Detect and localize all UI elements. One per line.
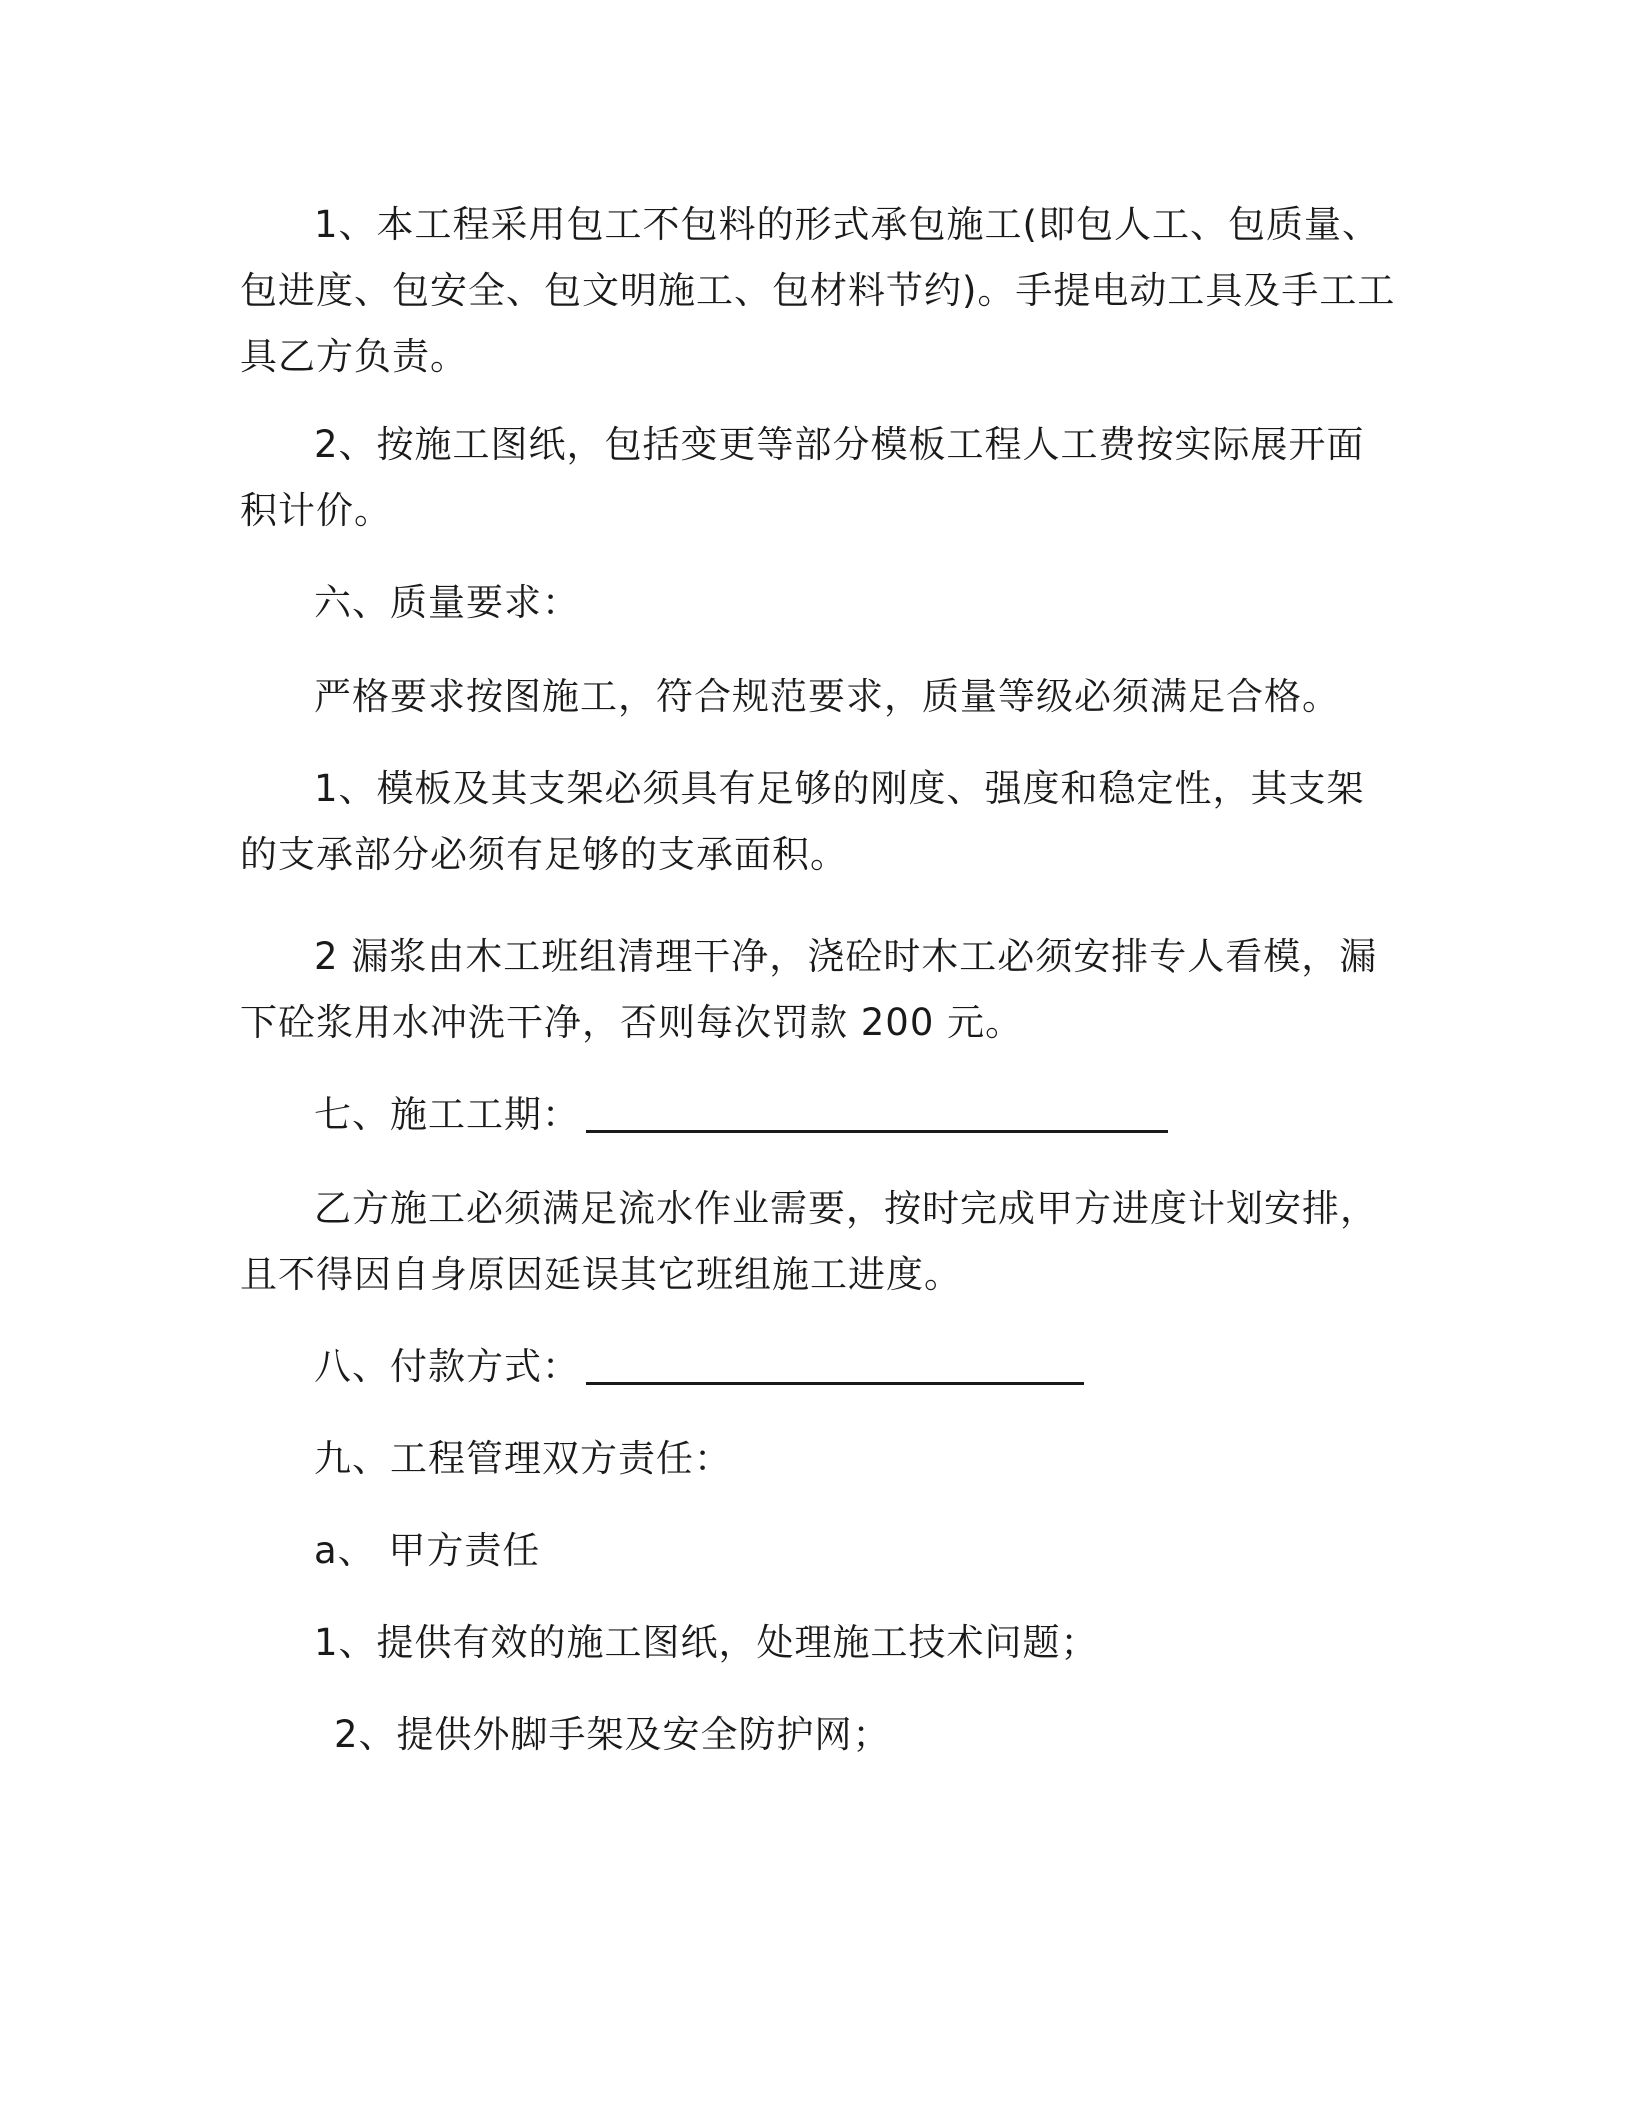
heading-management-responsibilities: 九、工程管理双方责任： [314, 1437, 732, 1480]
payment-method-blank[interactable] [586, 1342, 1084, 1385]
paragraph-formwork-stiffness: 1、模板及其支架必须具有足够的刚度、强度和稳定性，其支架的支承部分必须有足够的支承面积。 [240, 767, 1365, 876]
construction-period-blank[interactable] [586, 1090, 1168, 1133]
paragraph-pricing: 2、按施工图纸，包括变更等部分模板工程人工费按实际展开面积计价。 [240, 423, 1365, 532]
subheading-party-a-responsibilities: a、 甲方责任 [314, 1529, 541, 1572]
heading-construction-period [240, 1082, 1400, 1148]
paragraph-quality-standard: 严格要求按图施工，符合规范要求，质量等级必须满足合格。 [314, 675, 1340, 718]
paragraph-contract-scope: 1、本工程采用包工不包料的形式承包施工(即包人工、包质量、包进度、包安全、包文明施工、包材料节约)。手提电动工具及手工工具乙方负责。 [240, 203, 1396, 378]
paragraph-schedule-requirement: 乙方施工必须满足流水作业需要，按时完成甲方进度计划安排，且不得因自身原因延误其它班组施工进度。 [240, 1187, 1378, 1296]
list-item-provide-scaffolding: 2、提供外脚手架及安全防护网； [334, 1713, 891, 1756]
paragraph-grout-leakage: 2 漏浆由木工班组清理干净，浇砼时木工必须安排专人看模，漏下砼浆用水冲洗干净，否则每次罚款 200 元。 [240, 935, 1378, 1044]
list-item-provide-drawings: 1、提供有效的施工图纸，处理施工技术问题； [314, 1621, 1099, 1664]
construction-period-label: 七、施工工期： [314, 1093, 580, 1136]
heading-quality-requirements: 六、质量要求： [314, 581, 580, 624]
heading-payment-method [240, 1334, 1400, 1400]
payment-method-label: 八、付款方式： [314, 1345, 580, 1388]
